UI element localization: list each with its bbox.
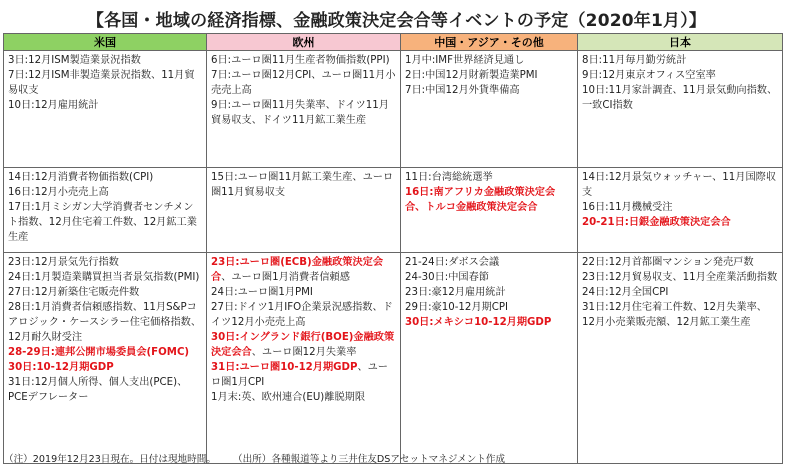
event-item: 23日:豪12月雇用統計 [405,287,506,298]
table-row [4,168,783,253]
event-item: 9日:12月東京オフィス空室率 [582,70,716,81]
footnote [4,451,519,465]
event-item: 24日:12月全国CPI [582,287,669,298]
event-item: 30日:メキシコ10-12月期GDP [405,317,552,328]
event-item: 3日:12月ISM製造業景況指数 [8,55,141,66]
event-item: 20-21日:日銀金融政策決定会合 [582,217,731,228]
header-row [4,34,783,51]
cell-us [4,51,207,168]
event-item: 1月中:IMF世界経済見通し [405,55,525,66]
event-item: 22日:12月首都圏マンション発売戸数 [582,257,754,268]
event-item: 10日:12月雇用統計 [8,100,99,111]
event-item: 2日:中国12月財新製造業PMI [405,70,538,81]
cell-japan [578,253,783,464]
event-item: 15日:ユーロ圏11月鉱工業生産、ユーロ圏11月貿易収支 [211,172,394,198]
event-item: 16日:11月機械受注 [582,202,673,213]
cell-europe [207,51,401,168]
column-header-us: 米国 [4,34,207,51]
schedule-table [3,33,783,464]
event-item: 31日:12月個人所得、個人支出(PCE)、PCEデフレーター [8,377,188,403]
table-row [4,51,783,168]
cell-us [4,168,207,253]
cell-europe [207,253,401,464]
event-item: 1月末:英、欧州連合(EU)離脱期限 [211,392,366,403]
event-item: 28-29日:連邦公開市場委員会(FOMC) [8,347,190,358]
cell-europe [207,168,401,253]
event-item: 7日:12月ISM非製造業景況指数、11月貿易収支 [8,70,195,96]
event-text: 、ユーロ圏12月失業率 [251,347,357,358]
event-item: 6日:ユーロ圏11月生産者物価指数(PPI) [211,55,390,66]
event-item [211,330,396,360]
event-item: 27日:ドイツ1月IFO企業景況感指数、ドイツ12月小売売上高 [211,302,393,328]
event-item: 9日:ユーロ圏11月失業率、ドイツ11月貿易収支、ドイツ11月鉱工業生産 [211,100,389,126]
event-item: 27日:12月新築住宅販売件数 [8,287,140,298]
event-item: 23日:12月景気先行指数 [8,257,119,268]
cell-japan [578,168,783,253]
cell-asia-other [401,51,578,168]
event-text: 、ユーロ圏1月消費者信頼感 [221,272,350,283]
event-item: 30日:10-12月期GDP [8,362,114,373]
cell-japan [578,51,783,168]
event-highlight: 30日:イングランド銀行(BOE)金融政策決定会合 [211,332,395,358]
event-highlight: 23日:ユーロ圏(ECB)金融政策決定会合 [211,257,384,283]
event-item: 28日:1月消費者信頼感指数、11月S&Pコアロジック・ケースシラー住宅価格指数、12月耐久財受注 [8,302,202,343]
footnote-source: （出所）各種報道等より三井住友DSアセットマネジメント作成 [233,454,506,465]
column-header-asia-other: 中国・アジア・その他 [401,34,578,51]
page-title: 【各国・地域の経済指標、金融政策決定会合等イベントの予定（2020年1月）】 [86,11,707,31]
event-item [211,255,396,285]
cell-asia-other [401,168,578,253]
event-item: 16日:12月小売売上高 [8,187,109,198]
event-item: 11日:台湾総統選挙 [405,172,493,183]
event-item: 31日:12月住宅着工件数、12月失業率、12月小売業販売額、12月鉱工業生産 [582,302,767,328]
cell-us [4,253,207,464]
event-item: 23日:12月貿易収支、11月全産業活動指数 [582,272,778,283]
event-item [211,360,396,390]
event-item: 29日:豪10-12月期CPI [405,302,509,313]
table-row [4,253,783,464]
column-header-europe: 欧州 [207,34,401,51]
event-item: 16日:南アフリカ金融政策決定会合、トルコ金融政策決定会合 [405,187,556,213]
event-item: 24日:1月製造業購買担当者景気指数(PMI) [8,272,200,283]
event-item: 7日:ユーロ圏12月CPI、ユーロ圏11月小売売上高 [211,70,396,96]
event-item: 21-24日:ダボス会議 [405,257,500,268]
event-item: 14日:12月景気ウォッチャー、11月国際収支 [582,172,777,198]
event-item: 14日:12月消費者物価指数(CPI) [8,172,154,183]
event-item: 24日:ユーロ圏1月PMI [211,287,313,298]
column-header-japan: 日本 [578,34,783,51]
event-item: 10日:11月家計調査、11月景気動向指数、一致CI指数 [582,85,778,111]
footnote-note: （注）2019年12月23日現在。日付は現地時間。 [4,454,216,465]
event-item: 7日:中国12月外貨準備高 [405,85,520,96]
event-item: 17日:1月ミシガン大学消費者センチメント指数、12月住宅着工件数、12月鉱工業生産 [8,202,197,243]
event-text: 、ユーロ圏1月CPI [211,362,388,388]
event-highlight: 31日:ユーロ圏10-12月期GDP [211,362,358,373]
cell-asia-other [401,253,578,464]
event-item: 8日:11月毎月勤労統計 [582,55,687,66]
event-item: 24-30日:中国春節 [405,272,489,283]
